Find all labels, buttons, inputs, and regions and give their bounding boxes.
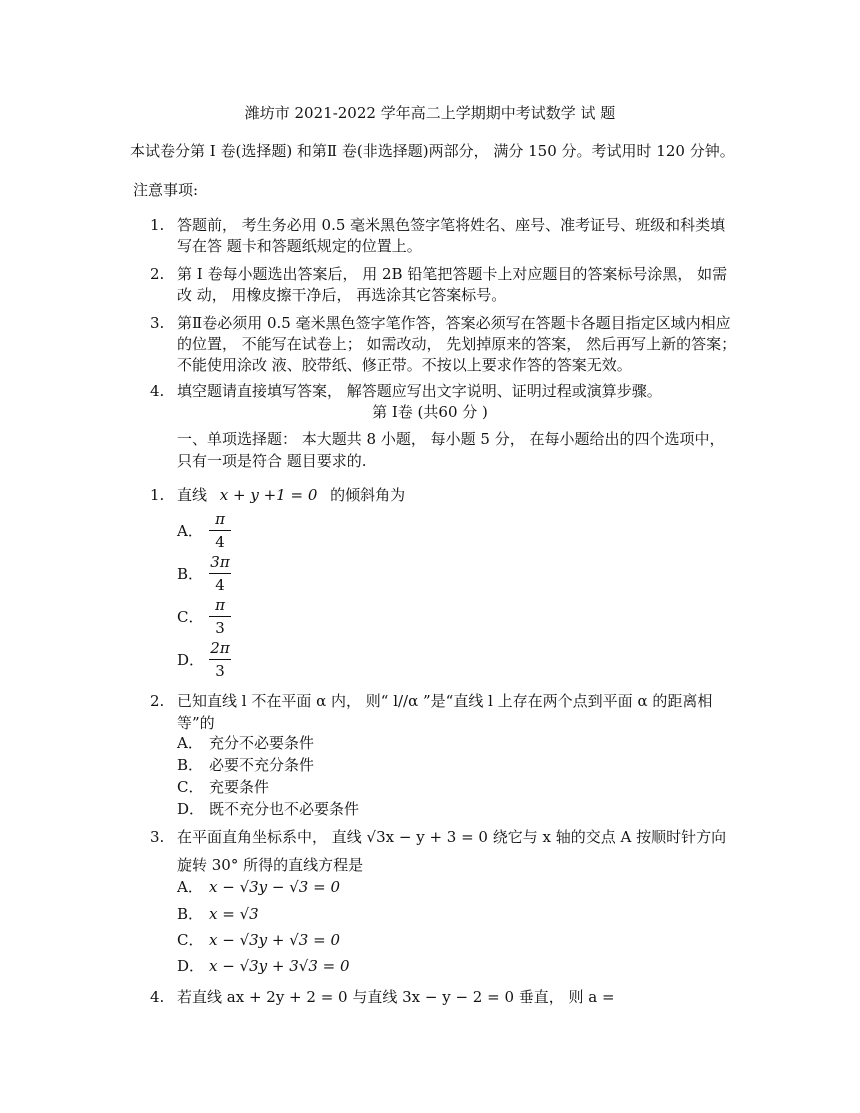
option-letter: D． bbox=[177, 651, 205, 669]
option-letter: B． bbox=[177, 905, 204, 923]
fraction bbox=[209, 596, 231, 637]
fraction-denominator: 3 bbox=[215, 662, 225, 680]
fraction-bar bbox=[209, 616, 231, 617]
stem-line: 旋转 30° 所得的直线方程是 bbox=[177, 856, 364, 874]
question-number: 2. bbox=[150, 692, 165, 710]
option-d[interactable] bbox=[177, 955, 350, 976]
notice-item bbox=[150, 264, 740, 306]
notice-number: 1. bbox=[150, 216, 165, 234]
option-c[interactable] bbox=[177, 929, 340, 950]
fraction-numerator: 2π bbox=[210, 639, 230, 657]
option-letter: C． bbox=[177, 608, 204, 626]
option-b[interactable] bbox=[177, 754, 314, 775]
notice-text: 第 Ⅰ 卷每小题选出答案后， 用 2B 铅笔把答题卡上对应题目的答案标号涂黑， 如需改 动， 用橡皮擦干净后， 再选涂其它答案标号。 bbox=[177, 265, 728, 304]
option-text: 充要条件 bbox=[209, 778, 270, 796]
fraction-numerator: 3π bbox=[210, 553, 230, 571]
notice-number: 3. bbox=[150, 314, 165, 332]
option-b[interactable] bbox=[177, 563, 209, 584]
option-text: 必要不充分条件 bbox=[209, 756, 315, 774]
question-number: 3. bbox=[150, 828, 165, 846]
option-letter: B． bbox=[177, 565, 204, 583]
fraction-bar bbox=[209, 573, 231, 574]
notice-heading: 注意事项: bbox=[133, 181, 199, 199]
section-intro: 一、单项选择题： 本大题共 8 小题， 每小题 5 分， 在每小题给出的四个选项中，只有一项是符合 题目要求的. bbox=[177, 430, 725, 470]
exam-title: 潍坊市 2021-2022 学年高二上学期期中考试数学 试 题 bbox=[244, 104, 616, 122]
option-c[interactable] bbox=[177, 606, 209, 627]
option-d[interactable] bbox=[177, 649, 209, 670]
notice-item bbox=[150, 215, 740, 257]
option-a[interactable] bbox=[177, 732, 314, 753]
option-b[interactable] bbox=[177, 903, 259, 924]
notice-number: 2. bbox=[150, 265, 165, 283]
question-stem: 若直线 ax + 2y + 2 = 0 与直线 3x − y − 2 = 0 垂直， 则 a = bbox=[177, 988, 615, 1006]
fraction bbox=[209, 553, 231, 594]
fraction bbox=[209, 510, 231, 551]
fraction-numerator: π bbox=[215, 510, 225, 528]
option-equation: x − √3y − √3 = 0 bbox=[209, 878, 340, 896]
question-stem bbox=[177, 826, 730, 876]
option-equation: x − √3y + 3√3 = 0 bbox=[209, 957, 350, 975]
question-2 bbox=[150, 690, 730, 734]
option-text: 既不充分也不必要条件 bbox=[209, 800, 360, 818]
fraction-denominator: 4 bbox=[215, 576, 225, 594]
fraction bbox=[209, 639, 231, 680]
exam-intro: 本试卷分第 Ⅰ 卷(选择题) 和第Ⅱ 卷(非选择题)两部分， 满分 150 分。考试用时 120 分钟。 bbox=[130, 142, 735, 160]
option-text: 充分不必要条件 bbox=[209, 734, 315, 752]
notice-text: 答题前， 考生务必用 0.5 毫米黑色签字笔将姓名、座号、准考证号、班级和科类填写在答 题卡和答题纸规定的位置上。 bbox=[177, 216, 726, 255]
option-letter: B． bbox=[177, 756, 204, 774]
fraction-numerator: π bbox=[215, 596, 225, 614]
fraction-bar bbox=[209, 659, 231, 660]
stem-line: 在平面直角坐标系中， 直线 √3x − y + 3 = 0 绕它与 x 轴的交点 A 按顺时针方向 bbox=[177, 828, 727, 846]
notice-number: 4. bbox=[150, 382, 165, 400]
question-4 bbox=[150, 986, 730, 1008]
part-heading: 第 Ⅰ卷 (共60 分 ) bbox=[372, 403, 488, 421]
notice-text: 填空题请直接填写答案， 解答题应写出文字说明、证明过程或演算步骤。 bbox=[177, 382, 662, 400]
option-d[interactable] bbox=[177, 798, 359, 819]
option-letter: C． bbox=[177, 778, 204, 796]
question-1 bbox=[150, 484, 730, 506]
fraction-bar bbox=[209, 530, 231, 531]
option-a[interactable] bbox=[177, 520, 209, 541]
option-letter: A． bbox=[177, 878, 203, 896]
question-stem: 已知直线 l 不在平面 α 内， 则“ l//α ”是“直线 l 上存在两个点到平面 α 的距离相等”的 bbox=[177, 692, 713, 732]
question-3 bbox=[150, 826, 730, 876]
option-letter: A． bbox=[177, 522, 203, 540]
option-letter: D． bbox=[177, 957, 205, 975]
stem-text: 的倾斜角为 bbox=[330, 486, 406, 504]
option-a[interactable] bbox=[177, 876, 340, 897]
option-equation: x − √3y + √3 = 0 bbox=[209, 931, 340, 949]
question-stem bbox=[177, 484, 730, 506]
question-number: 4. bbox=[150, 988, 165, 1006]
fraction-denominator: 4 bbox=[215, 533, 225, 551]
option-letter: D． bbox=[177, 800, 205, 818]
notice-text: 第Ⅱ卷必须用 0.5 毫米黑色签字笔作答，答案必须写在答题卡各题目指定区域内相应 的位置， 不能写在试卷上； 如需改动， 先划掉原来的答案， 然后再写上新的答案； 不能使用涂改 液、胶带纸、修正带。不按以上要求作答的答案无效。 bbox=[177, 314, 737, 374]
option-letter: A． bbox=[177, 734, 203, 752]
option-equation: x = √3 bbox=[209, 905, 259, 923]
notice-item bbox=[150, 381, 740, 402]
stem-equation: x + y +1 = 0 bbox=[219, 486, 318, 504]
option-letter: C． bbox=[177, 931, 204, 949]
notice-item bbox=[150, 313, 740, 376]
option-c[interactable] bbox=[177, 776, 269, 797]
fraction-denominator: 3 bbox=[215, 619, 225, 637]
stem-text: 直线 bbox=[177, 486, 208, 504]
question-number: 1. bbox=[150, 486, 165, 504]
